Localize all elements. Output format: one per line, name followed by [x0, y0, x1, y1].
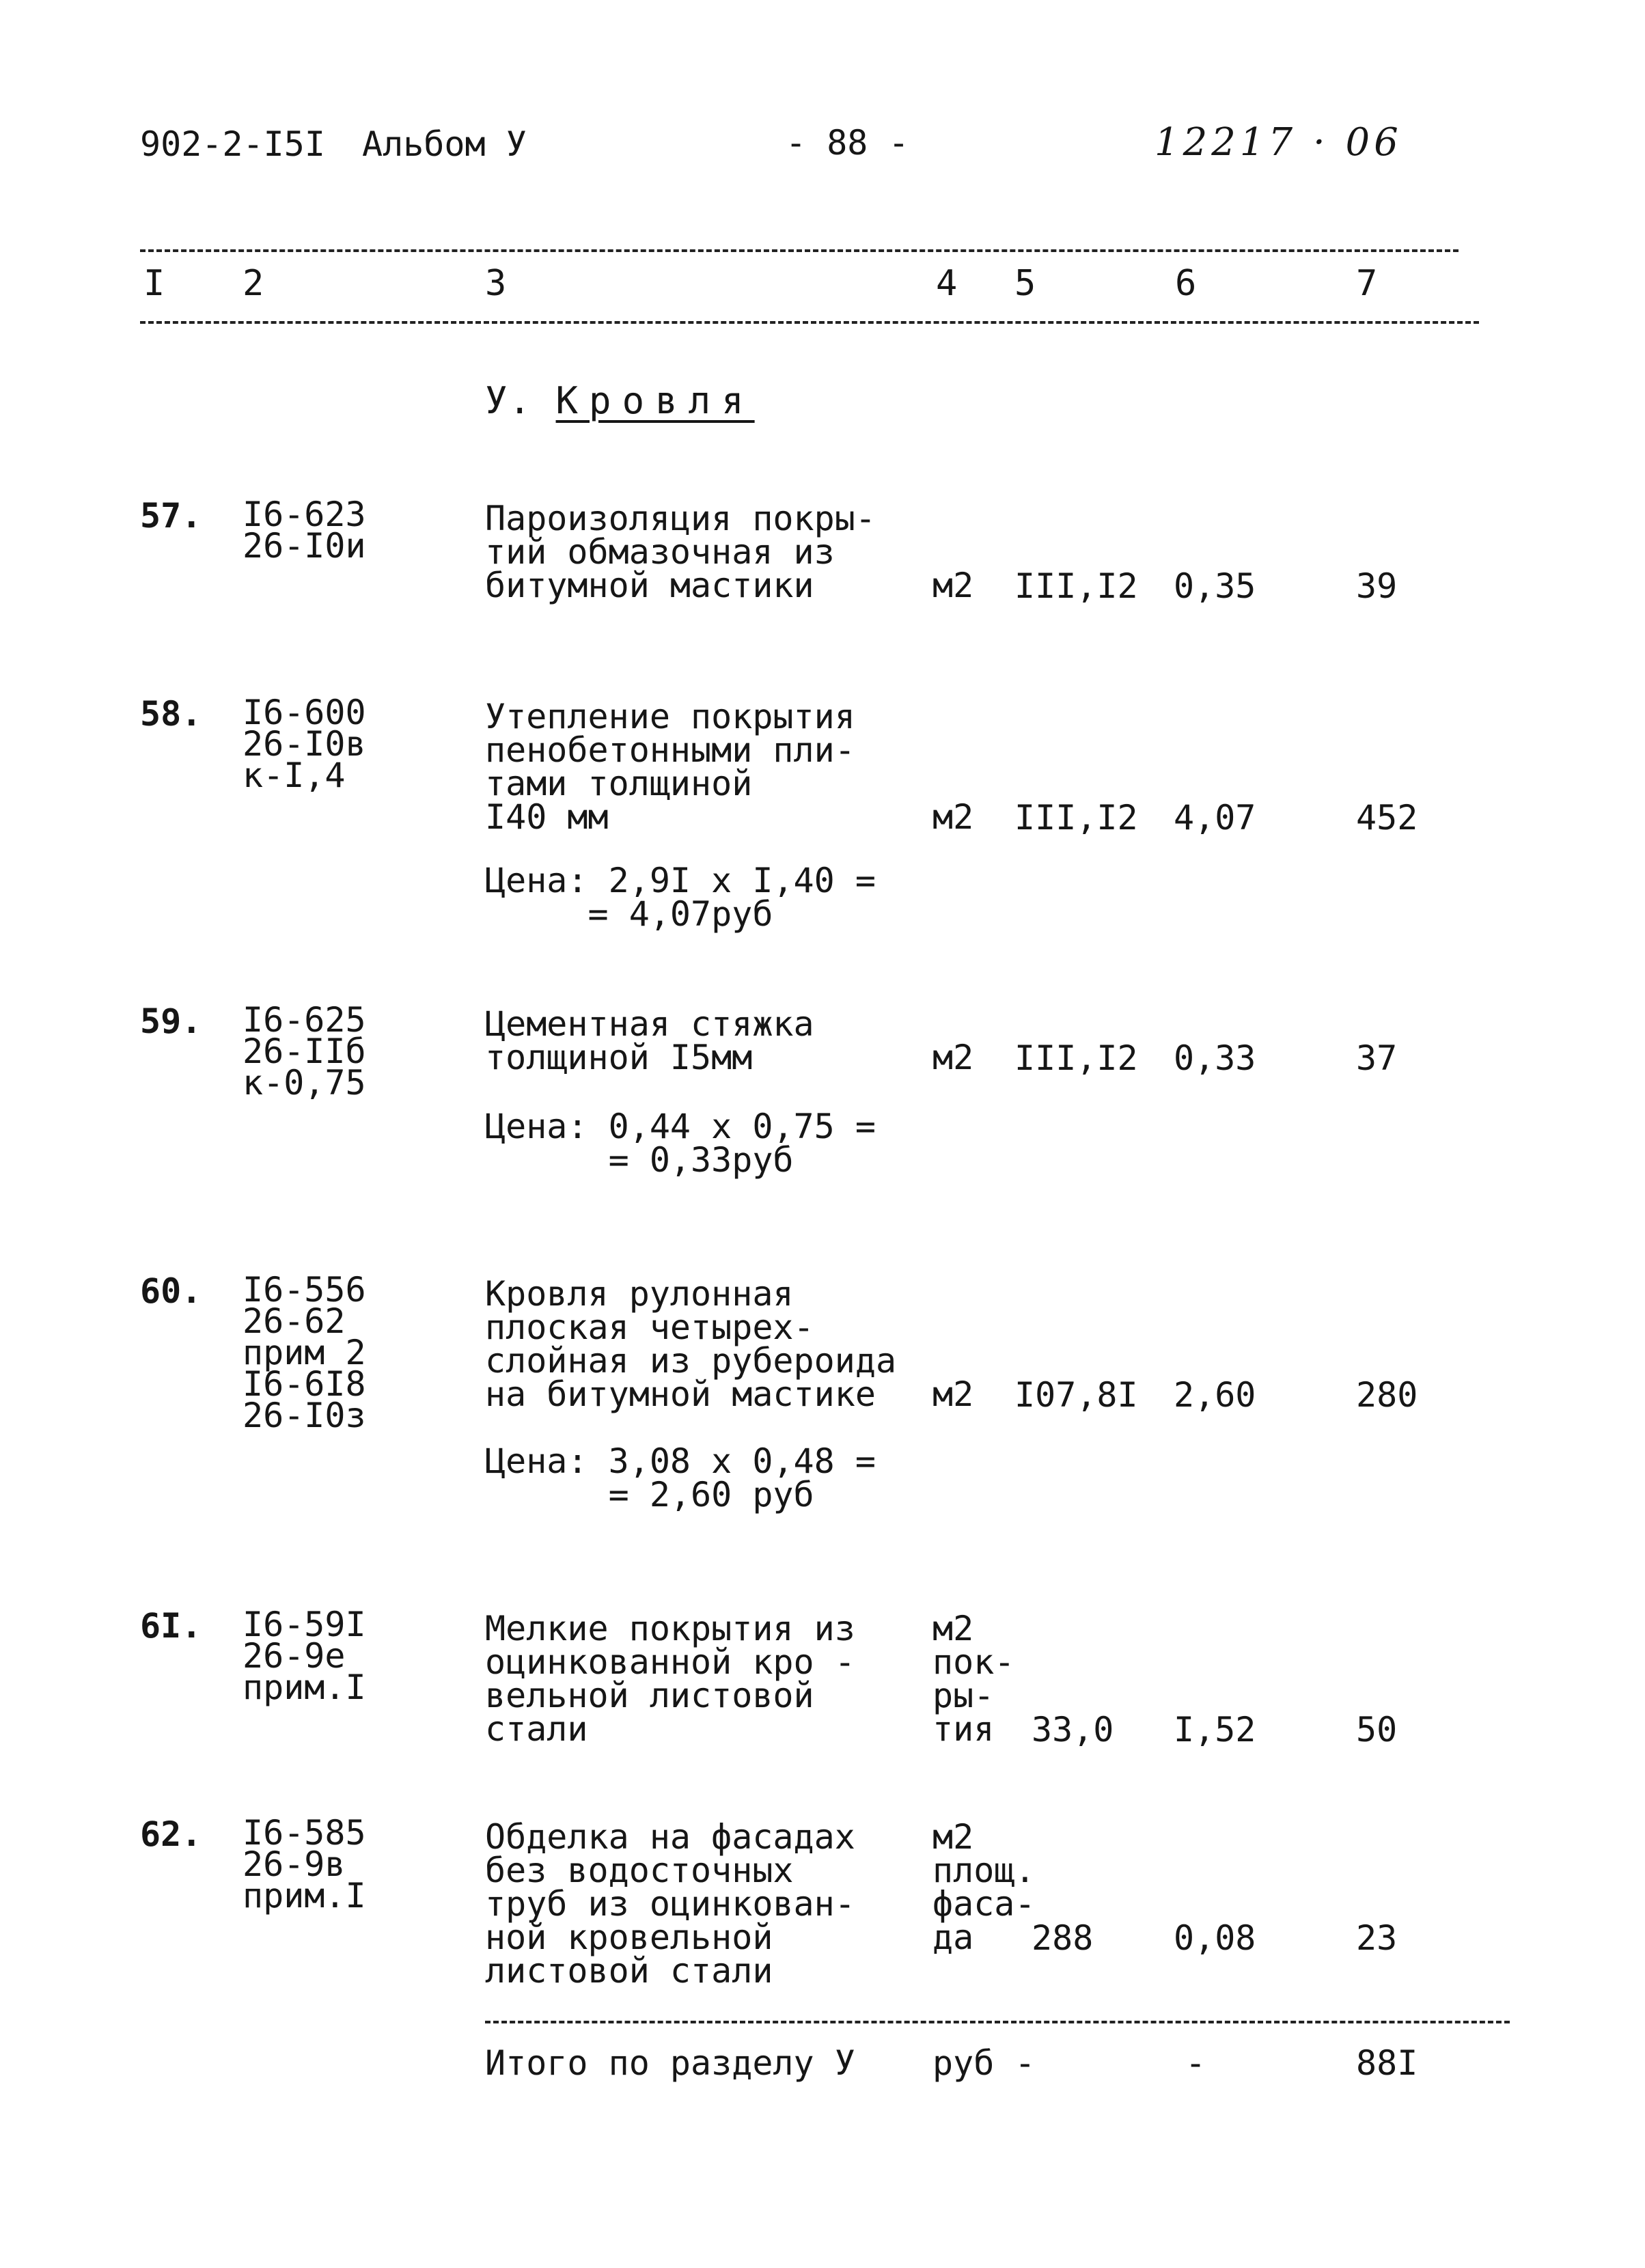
row-description-line: ной кровельной [485, 1918, 773, 1957]
row-code-line: I6-585 [243, 1813, 366, 1853]
row-code-line: прим 2 [243, 1333, 366, 1372]
row-unit-line: м2 [932, 1817, 974, 1857]
row-code-line: I6-59I [243, 1605, 366, 1644]
row-description-line: Цементная стяжка [485, 1004, 814, 1044]
row-description-line: вельной листовой [485, 1676, 814, 1715]
row-code-line: 26-9е [243, 1636, 346, 1676]
row-unit-line: м2 [932, 1038, 974, 1077]
header-top-rule [140, 249, 1459, 252]
row-description-line: тами толщиной [485, 764, 753, 803]
row-unit-price: 2,60 [1174, 1375, 1256, 1415]
row-description-line: слойная из рубероида [485, 1341, 897, 1381]
row-price-note-line: Цена: 3,08 x 0,48 = [485, 1441, 876, 1481]
column-header-3: 3 [485, 263, 507, 304]
row-number: 6I. [140, 1606, 202, 1646]
row-description-line: стали [485, 1709, 588, 1749]
row-description-line: толщиной I5мм [485, 1038, 753, 1077]
row-unit-price: 0,35 [1174, 566, 1256, 606]
row-code-line: 26-62 [243, 1301, 346, 1341]
row-total: 452 [1356, 798, 1418, 838]
row-total: 280 [1356, 1375, 1418, 1415]
row-description-line: труб из оцинкован- [485, 1884, 855, 1924]
column-header-6: 6 [1175, 263, 1197, 304]
row-code-line: 26-9в [243, 1844, 346, 1884]
row-description-line: пенобетонными пли- [485, 730, 855, 770]
row-description-line: Обделка на фасадах [485, 1817, 855, 1857]
row-price-note-line: = 2,60 руб [485, 1475, 814, 1515]
row-code-line: I6-623 [243, 495, 366, 534]
row-price-note-line: = 0,33руб [485, 1140, 794, 1180]
row-quantity: 288 [1032, 1918, 1094, 1958]
summary-total: 88I [1356, 2043, 1418, 2083]
row-number: 57. [140, 496, 202, 536]
page-number: - 88 - [786, 123, 909, 163]
row-description-line: Кровля рулонная [485, 1274, 794, 1314]
row-code-line: к-I,4 [243, 756, 346, 795]
row-description-line: I40 мм [485, 797, 609, 837]
row-number: 60. [140, 1271, 202, 1311]
column-header-1: I [143, 263, 165, 304]
row-description-line: тий обмазочная из [485, 532, 835, 572]
row-code-line: I6-556 [243, 1270, 366, 1310]
row-description-line: битумной мастики [485, 566, 814, 605]
row-description-line: Утепление покрытия [485, 697, 855, 736]
row-code-line: прим.I [243, 1876, 366, 1916]
column-header-7: 7 [1356, 263, 1378, 304]
row-quantity: III,I2 [1014, 566, 1138, 606]
row-total: 39 [1356, 566, 1398, 606]
section-title [485, 379, 755, 422]
row-unit-line: м2 [932, 1374, 974, 1414]
summary-label: Итого по разделу У [485, 2043, 855, 2083]
row-total: 37 [1356, 1038, 1398, 1078]
row-number: 62. [140, 1814, 202, 1854]
row-description-line: оцинкованной кро - [485, 1642, 855, 1682]
section-name: Кровля [555, 379, 755, 422]
header-bottom-rule [140, 321, 1479, 324]
row-code-line: I6-6I8 [243, 1364, 366, 1404]
row-number: 59. [140, 1001, 202, 1041]
row-code-line: I6-625 [243, 1000, 366, 1040]
row-description-line: на битумной мастике [485, 1374, 876, 1414]
row-unit-price: I,52 [1174, 1710, 1256, 1750]
row-unit-line: ры- [932, 1676, 995, 1715]
row-code-line: прим.I [243, 1668, 366, 1707]
section-prefix: У. [485, 379, 533, 422]
column-header-2: 2 [243, 263, 264, 304]
column-header-5: 5 [1014, 263, 1036, 304]
row-number: 58. [140, 694, 202, 734]
row-total: 50 [1356, 1710, 1398, 1750]
row-unit-line: фаса- [932, 1884, 1036, 1924]
row-code-line: 26-I0в [243, 724, 366, 764]
row-code-line: I6-600 [243, 693, 366, 732]
row-unit-line: м2 [932, 566, 974, 605]
row-quantity: 33,0 [1032, 1710, 1114, 1750]
row-code-line: 26-I0и [243, 526, 366, 566]
row-unit-price: 0,33 [1174, 1038, 1256, 1078]
row-description-line: Пароизоляция покры- [485, 499, 876, 538]
row-code-line: 26-IIб [243, 1032, 366, 1071]
row-price-note-line: Цена: 0,44 x 0,75 = [485, 1107, 876, 1146]
row-description-line: листовой стали [485, 1951, 773, 1991]
handwritten-number: 12217 · 06 [1155, 120, 1402, 165]
summary-rule [485, 2021, 1510, 2023]
summary-unit: руб - [932, 2043, 1036, 2083]
row-unit-line: м2 [932, 1609, 974, 1648]
row-unit-price: 4,07 [1174, 798, 1256, 838]
column-header-4: 4 [936, 263, 958, 304]
album-label: Альбом У [362, 124, 527, 164]
row-price-note-line: = 4,07руб [485, 894, 773, 934]
row-quantity: III,I2 [1014, 798, 1138, 838]
doc-code: 902-2-I5I [140, 124, 325, 164]
row-description-line: без водосточных [485, 1851, 794, 1890]
row-unit-line: тия [932, 1709, 995, 1749]
row-description-line: Мелкие покрытия из [485, 1609, 855, 1648]
row-unit-line: да [932, 1918, 974, 1957]
row-unit-line: пок- [932, 1642, 1015, 1682]
row-unit-price: 0,08 [1174, 1918, 1256, 1958]
row-description-line: плоская четырех- [485, 1308, 814, 1347]
row-code-line: к-0,75 [243, 1063, 366, 1103]
row-unit-line: площ. [932, 1851, 1036, 1890]
row-quantity: I07,8I [1014, 1375, 1138, 1415]
row-code-line: 26-I0з [243, 1396, 366, 1435]
summary-price: - [1185, 2043, 1206, 2083]
row-total: 23 [1356, 1918, 1398, 1958]
row-quantity: III,I2 [1014, 1038, 1138, 1078]
row-price-note-line: Цена: 2,9I x I,40 = [485, 861, 876, 900]
row-unit-line: м2 [932, 797, 974, 837]
